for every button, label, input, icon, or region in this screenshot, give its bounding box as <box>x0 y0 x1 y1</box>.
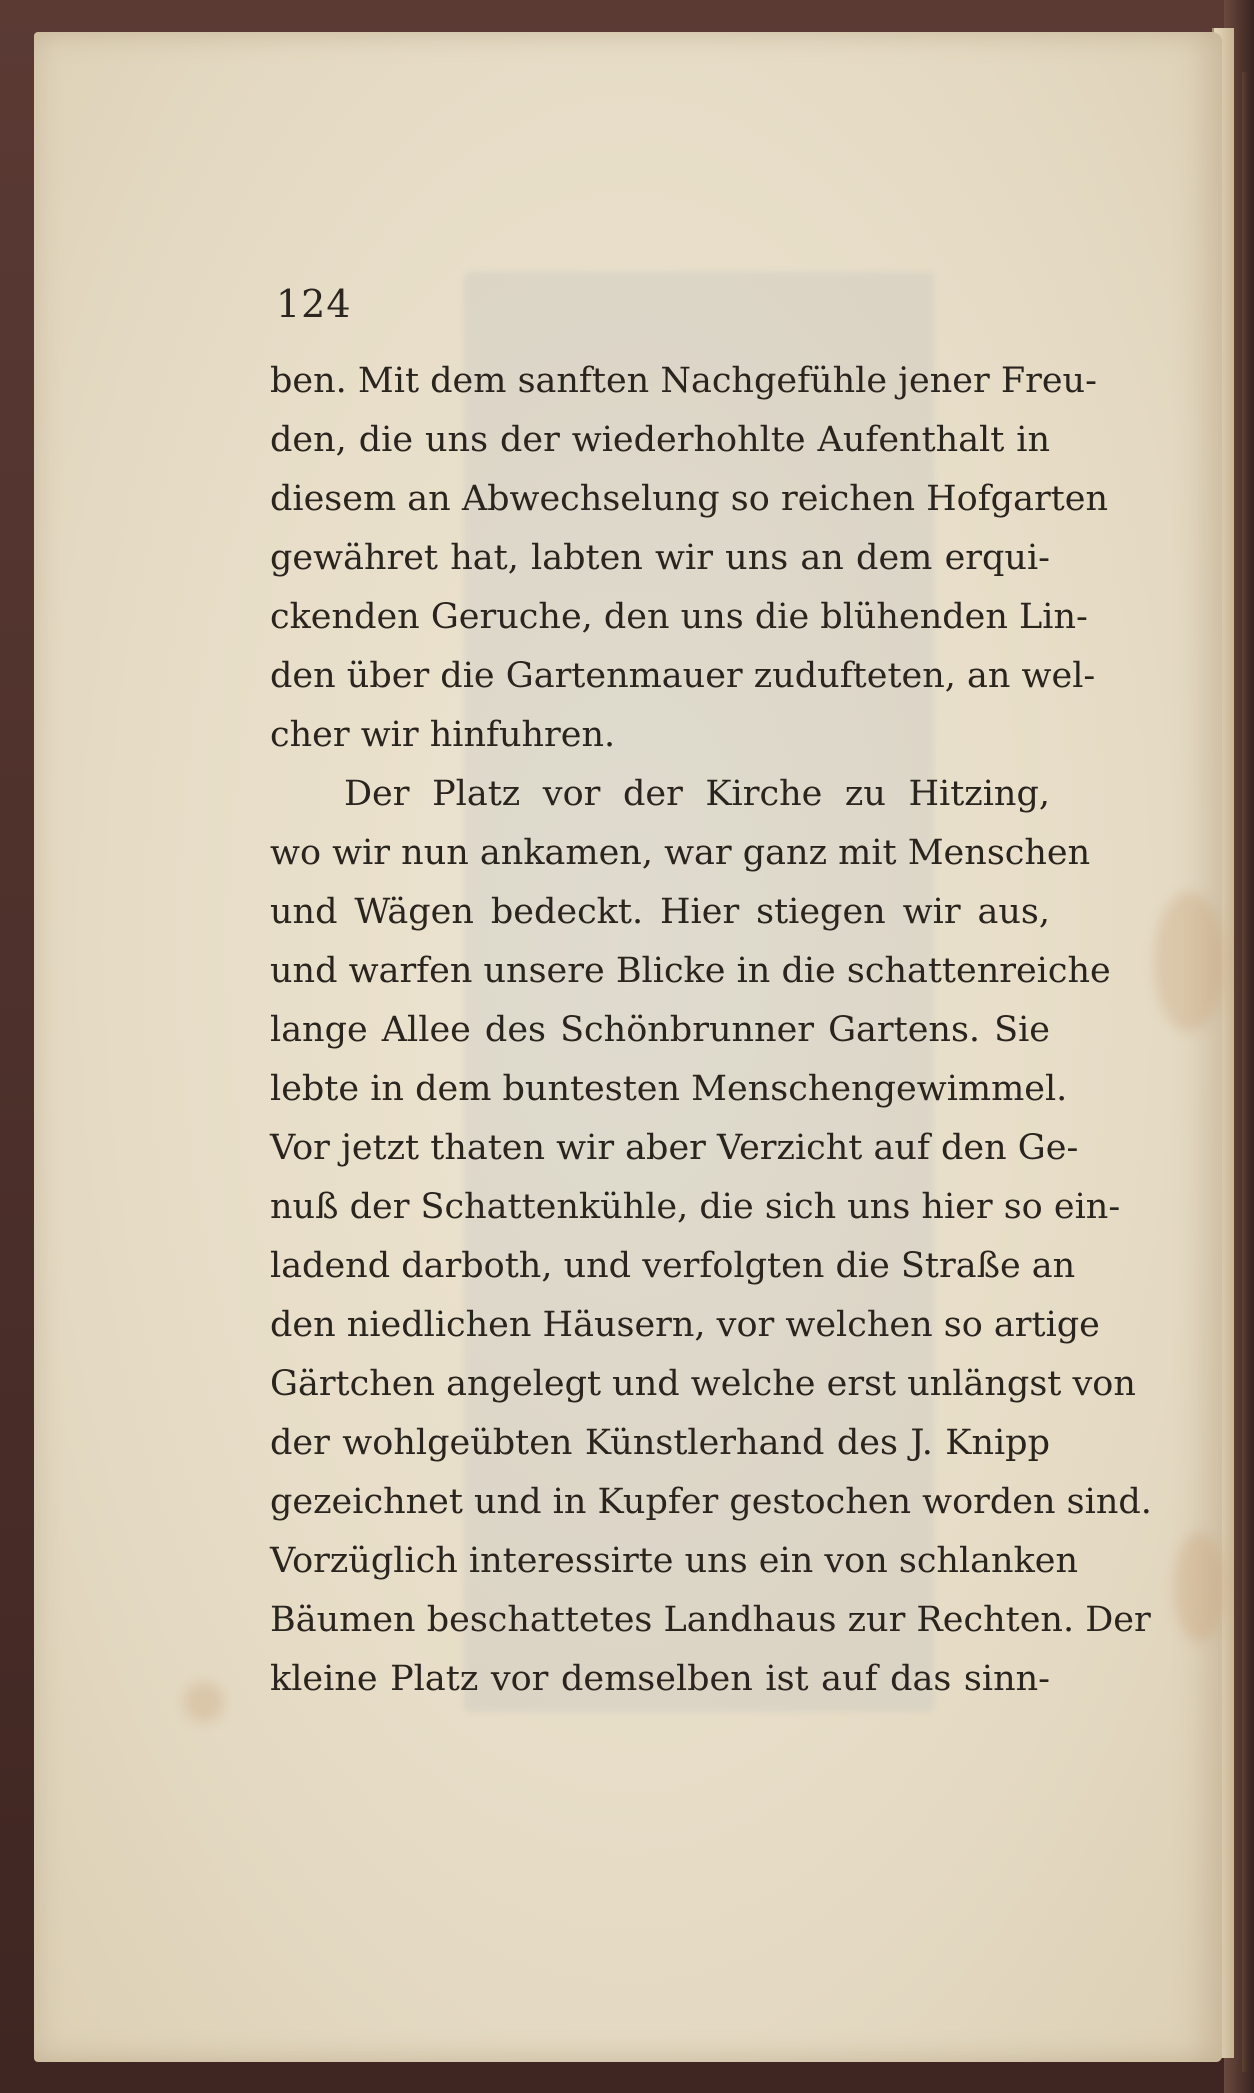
text-line: lebte in dem buntesten Menschengewimmel. <box>270 1069 1068 1109</box>
text-line: nuß der Schattenkühle, die sich uns hier so ein- <box>270 1187 1121 1227</box>
text-line: wo wir nun ankamen, war ganz mit Menschen <box>270 833 1091 873</box>
text-line: ben. Mit dem sanften Nachgefühle jener Freu- <box>270 361 1097 401</box>
page-number: 124 <box>276 282 352 326</box>
text-line: den, die uns der wiederhohlte Aufenthalt in <box>270 420 1050 460</box>
text-line: lange Allee des Schönbrunner Gartens. Sie <box>270 1010 1050 1050</box>
text-line: Vorzüglich interessirte uns ein von schlanken <box>270 1541 1079 1581</box>
text-line: und Wägen bedeckt. Hier stiegen wir aus, <box>270 892 1050 932</box>
text-line: kleine Platz vor demselben ist auf das sinn- <box>270 1659 1050 1699</box>
foxing-stain <box>1174 1532 1224 1642</box>
text-line: den niedlichen Häusern, vor welchen so artige <box>270 1305 1100 1345</box>
foxing-stain <box>184 1682 224 1722</box>
text-line: Der Platz vor der Kirche zu Hitzing, <box>344 774 1050 814</box>
foxing-stain <box>1154 892 1224 1032</box>
text-line: Vor jetzt thaten wir aber Verzicht auf den Ge- <box>270 1128 1079 1168</box>
text-line: den über die Gartenmauer zudufteten, an wel- <box>270 656 1096 696</box>
text-line: cher wir hinfuhren. <box>270 715 616 755</box>
text-line: und warfen unsere Blicke in die schattenreiche <box>270 951 1111 991</box>
text-line: ckenden Geruche, den uns die blühenden Lin- <box>270 597 1088 637</box>
text-line: gewähret hat, labten wir uns an dem erqui- <box>270 538 1050 578</box>
text-line: gezeichnet und in Kupfer gestochen worden sind. <box>270 1482 1152 1522</box>
text-line: Gärtchen angelegt und welche erst unlängst von <box>270 1364 1136 1404</box>
text-line: ladend darboth, und verfolgten die Straße an <box>270 1246 1076 1286</box>
body-text <box>270 352 1152 1709</box>
text-line: der wohlgeübten Künstlerhand des J. Knipp <box>270 1423 1050 1463</box>
page-gutter-shadow <box>1242 72 1248 2072</box>
text-line: Bäumen beschattetes Landhaus zur Rechten. Der <box>270 1600 1151 1640</box>
text-line: diesem an Abwechselung so reichen Hofgarten <box>270 479 1109 519</box>
